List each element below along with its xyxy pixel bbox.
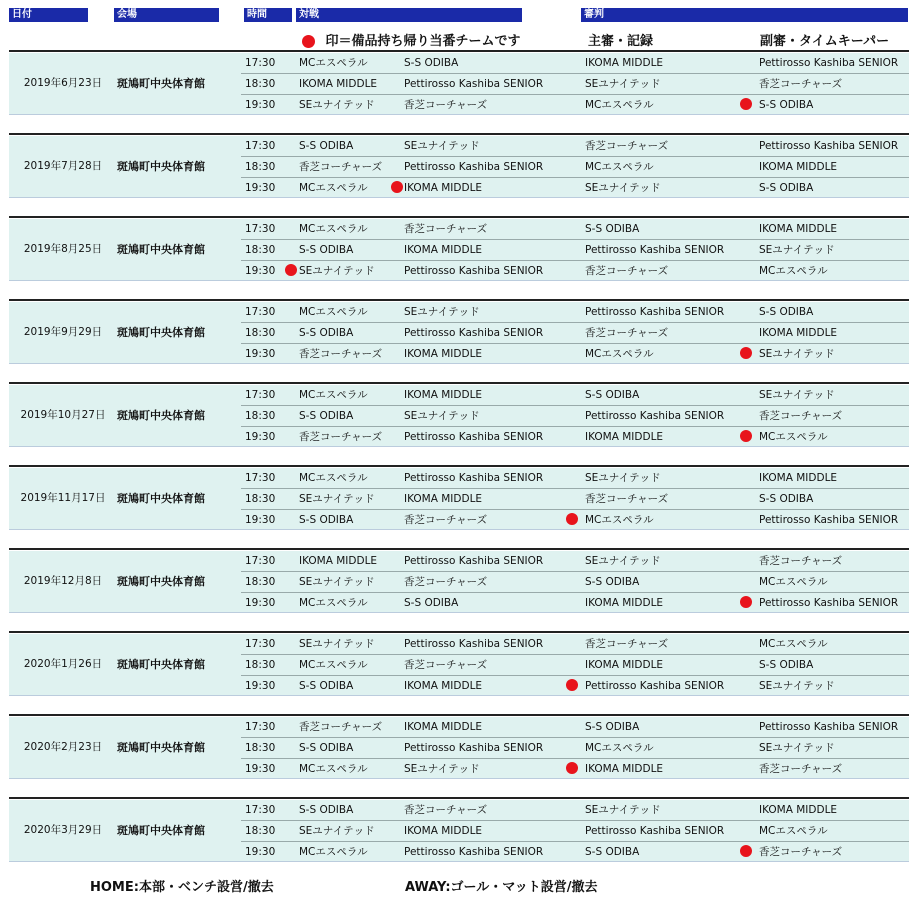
match-time: 18:30 bbox=[245, 78, 276, 90]
home-team: IKOMA MIDDLE bbox=[299, 555, 378, 567]
match-row bbox=[9, 323, 909, 343]
sub-referee-team: MCエスペラル bbox=[759, 638, 828, 650]
home-team: S-S ODIBA bbox=[299, 327, 354, 339]
away-team: IKOMA MIDDLE bbox=[404, 244, 483, 256]
red-dot-icon bbox=[302, 35, 315, 48]
match-row bbox=[9, 136, 909, 156]
match-time: 17:30 bbox=[245, 57, 276, 69]
equipment-duty-dot-icon bbox=[740, 347, 752, 359]
sub-referee-team: S-S ODIBA bbox=[759, 659, 814, 671]
sub-referee-team: 香芝コーチャーズ bbox=[759, 555, 843, 567]
match-date: 2020年3月29日 bbox=[23, 824, 103, 836]
main-referee-team: MCエスペラル bbox=[585, 99, 654, 111]
main-referee-team: S-S ODIBA bbox=[585, 846, 640, 858]
sub-referee-team: Pettirosso Kashiba SENIOR bbox=[759, 514, 899, 526]
away-team: IKOMA MIDDLE bbox=[404, 348, 483, 360]
sub-referee-team: IKOMA MIDDLE bbox=[759, 327, 838, 339]
home-team: S-S ODIBA bbox=[299, 244, 354, 256]
home-team: S-S ODIBA bbox=[299, 410, 354, 422]
venue-name: 斑鳩町中央体育館 bbox=[117, 741, 205, 754]
match-row bbox=[9, 53, 909, 73]
sub-referee-team: SEユナイテッド bbox=[759, 348, 835, 360]
home-team: S-S ODIBA bbox=[299, 514, 354, 526]
match-time: 18:30 bbox=[245, 410, 276, 422]
match-time: 19:30 bbox=[245, 763, 276, 775]
away-team: Pettirosso Kashiba SENIOR bbox=[404, 431, 544, 443]
match-row bbox=[9, 489, 909, 509]
equipment-duty-dot-icon bbox=[566, 762, 578, 774]
home-team: MCエスペラル bbox=[299, 389, 368, 401]
away-team: SEユナイテッド bbox=[404, 410, 480, 422]
venue-name: 斑鳩町中央体育館 bbox=[117, 658, 205, 671]
duty-note bbox=[302, 30, 521, 49]
divider bbox=[9, 216, 909, 218]
main-referee-team: IKOMA MIDDLE bbox=[585, 431, 664, 443]
main-referee-team: SEユナイテッド bbox=[585, 555, 661, 567]
match-row bbox=[9, 261, 909, 281]
match-date: 2019年11月17日 bbox=[20, 492, 106, 504]
sub-referee-team: SEユナイテッド bbox=[759, 389, 835, 401]
equipment-duty-dot-icon bbox=[391, 181, 403, 193]
main-referee-label: 主審・記録 bbox=[588, 34, 654, 49]
main-referee-team: IKOMA MIDDLE bbox=[585, 57, 664, 69]
match-date: 2019年10月27日 bbox=[20, 409, 106, 421]
home-team: S-S ODIBA bbox=[299, 140, 354, 152]
home-team: MCエスペラル bbox=[299, 472, 368, 484]
main-referee-team: SEユナイテッド bbox=[585, 472, 661, 484]
match-date: 2019年12月8日 bbox=[23, 575, 103, 587]
venue-name: 斑鳩町中央体育館 bbox=[117, 326, 205, 339]
home-team: SEユナイテッド bbox=[299, 638, 375, 650]
away-team: 香芝コーチャーズ bbox=[404, 99, 488, 111]
match-time: 18:30 bbox=[245, 161, 276, 173]
away-team: S-S ODIBA bbox=[404, 57, 459, 69]
date-block bbox=[9, 468, 909, 530]
sub-referee-team: MCエスペラル bbox=[759, 576, 828, 588]
date-block bbox=[9, 53, 909, 115]
match-row bbox=[9, 759, 909, 779]
main-referee-team: 香芝コーチャーズ bbox=[585, 638, 669, 650]
match-time: 19:30 bbox=[245, 846, 276, 858]
venue-name: 斑鳩町中央体育館 bbox=[117, 77, 205, 90]
match-time: 19:30 bbox=[245, 514, 276, 526]
main-referee-team: MCエスペラル bbox=[585, 514, 654, 526]
header-time: 時間 bbox=[244, 8, 292, 22]
main-referee-team: S-S ODIBA bbox=[585, 223, 640, 235]
sub-referee-team: 香芝コーチャーズ bbox=[759, 410, 843, 422]
divider bbox=[9, 631, 909, 633]
match-time: 19:30 bbox=[245, 431, 276, 443]
sub-referee-team: IKOMA MIDDLE bbox=[759, 223, 838, 235]
match-time: 17:30 bbox=[245, 140, 276, 152]
match-time: 18:30 bbox=[245, 659, 276, 671]
main-referee-team: S-S ODIBA bbox=[585, 721, 640, 733]
away-team: SEユナイテッド bbox=[404, 763, 480, 775]
match-date: 2019年9月29日 bbox=[23, 326, 103, 338]
sub-referee-team: IKOMA MIDDLE bbox=[759, 472, 838, 484]
sub-referee-team: Pettirosso Kashiba SENIOR bbox=[759, 597, 899, 609]
sub-referee-team: S-S ODIBA bbox=[759, 99, 814, 111]
date-block bbox=[9, 136, 909, 198]
match-time: 18:30 bbox=[245, 493, 276, 505]
match-time: 19:30 bbox=[245, 597, 276, 609]
match-date: 2020年1月26日 bbox=[23, 658, 103, 670]
match-row bbox=[9, 842, 909, 862]
main-referee-team: IKOMA MIDDLE bbox=[585, 659, 664, 671]
main-referee-team: 香芝コーチャーズ bbox=[585, 140, 669, 152]
match-row bbox=[9, 219, 909, 239]
main-referee-team: MCエスペラル bbox=[585, 742, 654, 754]
divider bbox=[9, 299, 909, 301]
match-time: 19:30 bbox=[245, 265, 276, 277]
match-row bbox=[9, 385, 909, 405]
divider bbox=[9, 382, 909, 384]
match-row bbox=[9, 406, 909, 426]
home-team: SEユナイテッド bbox=[299, 493, 375, 505]
match-time: 17:30 bbox=[245, 472, 276, 484]
main-referee-team: SEユナイテッド bbox=[585, 182, 661, 194]
equipment-duty-dot-icon bbox=[740, 98, 752, 110]
main-referee-team: Pettirosso Kashiba SENIOR bbox=[585, 410, 725, 422]
home-team: MCエスペラル bbox=[299, 846, 368, 858]
match-time: 18:30 bbox=[245, 244, 276, 256]
away-team: S-S ODIBA bbox=[404, 597, 459, 609]
sub-referee-team: S-S ODIBA bbox=[759, 493, 814, 505]
sub-referee-team: SEユナイテッド bbox=[759, 244, 835, 256]
home-team: MCエスペラル bbox=[299, 597, 368, 609]
date-block bbox=[9, 717, 909, 779]
away-team: 香芝コーチャーズ bbox=[404, 576, 488, 588]
away-team: Pettirosso Kashiba SENIOR bbox=[404, 638, 544, 650]
sub-referee-team: S-S ODIBA bbox=[759, 182, 814, 194]
sub-referee-team: Pettirosso Kashiba SENIOR bbox=[759, 57, 899, 69]
match-time: 17:30 bbox=[245, 638, 276, 650]
away-team: Pettirosso Kashiba SENIOR bbox=[404, 161, 544, 173]
match-row bbox=[9, 95, 909, 115]
home-team: 香芝コーチャーズ bbox=[299, 431, 383, 443]
match-time: 17:30 bbox=[245, 389, 276, 401]
home-team: 香芝コーチャーズ bbox=[299, 161, 383, 173]
away-team: Pettirosso Kashiba SENIOR bbox=[404, 78, 544, 90]
venue-name: 斑鳩町中央体育館 bbox=[117, 492, 205, 505]
match-date: 2019年7月28日 bbox=[23, 160, 103, 172]
match-time: 19:30 bbox=[245, 182, 276, 194]
match-row bbox=[9, 572, 909, 592]
match-date: 2020年2月23日 bbox=[23, 741, 103, 753]
home-team: S-S ODIBA bbox=[299, 804, 354, 816]
home-team: MCエスペラル bbox=[299, 57, 368, 69]
main-referee-team: 香芝コーチャーズ bbox=[585, 493, 669, 505]
match-date: 2019年6月23日 bbox=[23, 77, 103, 89]
away-team: IKOMA MIDDLE bbox=[404, 182, 483, 194]
home-team: SEユナイテッド bbox=[299, 576, 375, 588]
match-row bbox=[9, 800, 909, 820]
main-referee-team: Pettirosso Kashiba SENIOR bbox=[585, 825, 725, 837]
sub-referee-team: MCエスペラル bbox=[759, 265, 828, 277]
match-row bbox=[9, 655, 909, 675]
away-team: 香芝コーチャーズ bbox=[404, 659, 488, 671]
home-team: SEユナイテッド bbox=[299, 99, 375, 111]
match-row bbox=[9, 178, 909, 198]
footer-home-duty: HOME:本部・ベンチ設営/撤去 bbox=[90, 880, 274, 895]
main-referee-team: IKOMA MIDDLE bbox=[585, 597, 664, 609]
home-team: IKOMA MIDDLE bbox=[299, 78, 378, 90]
away-team: Pettirosso Kashiba SENIOR bbox=[404, 265, 544, 277]
equipment-duty-dot-icon bbox=[740, 845, 752, 857]
equipment-duty-dot-icon bbox=[566, 513, 578, 525]
away-team: SEユナイテッド bbox=[404, 140, 480, 152]
match-row bbox=[9, 676, 909, 696]
header-date: 日付 bbox=[9, 8, 88, 22]
date-block bbox=[9, 551, 909, 613]
main-referee-team: S-S ODIBA bbox=[585, 389, 640, 401]
venue-name: 斑鳩町中央体育館 bbox=[117, 243, 205, 256]
away-team: SEユナイテッド bbox=[404, 306, 480, 318]
match-time: 19:30 bbox=[245, 99, 276, 111]
sub-referee-team: 香芝コーチャーズ bbox=[759, 846, 843, 858]
equipment-duty-dot-icon bbox=[566, 679, 578, 691]
main-referee-team: Pettirosso Kashiba SENIOR bbox=[585, 306, 725, 318]
match-row bbox=[9, 738, 909, 758]
away-team: IKOMA MIDDLE bbox=[404, 680, 483, 692]
date-block bbox=[9, 634, 909, 696]
away-team: IKOMA MIDDLE bbox=[404, 825, 483, 837]
match-time: 17:30 bbox=[245, 804, 276, 816]
venue-name: 斑鳩町中央体育館 bbox=[117, 824, 205, 837]
away-team: IKOMA MIDDLE bbox=[404, 721, 483, 733]
match-time: 18:30 bbox=[245, 327, 276, 339]
match-row bbox=[9, 344, 909, 364]
home-team: S-S ODIBA bbox=[299, 680, 354, 692]
sub-referee-team: IKOMA MIDDLE bbox=[759, 161, 838, 173]
match-time: 19:30 bbox=[245, 680, 276, 692]
equipment-duty-dot-icon bbox=[740, 596, 752, 608]
main-referee-team: IKOMA MIDDLE bbox=[585, 763, 664, 775]
equipment-duty-dot-icon bbox=[285, 264, 297, 276]
home-team: SEユナイテッド bbox=[299, 265, 375, 277]
venue-name: 斑鳩町中央体育館 bbox=[117, 575, 205, 588]
match-row bbox=[9, 717, 909, 737]
sub-referee-team: IKOMA MIDDLE bbox=[759, 804, 838, 816]
main-referee-team: Pettirosso Kashiba SENIOR bbox=[585, 244, 725, 256]
sub-referee-team: 香芝コーチャーズ bbox=[759, 763, 843, 775]
sub-referee-team: SEユナイテッド bbox=[759, 742, 835, 754]
match-time: 18:30 bbox=[245, 576, 276, 588]
match-time: 17:30 bbox=[245, 306, 276, 318]
divider bbox=[9, 548, 909, 550]
divider bbox=[9, 50, 909, 52]
away-team: IKOMA MIDDLE bbox=[404, 493, 483, 505]
main-referee-team: MCエスペラル bbox=[585, 161, 654, 173]
away-team: Pettirosso Kashiba SENIOR bbox=[404, 742, 544, 754]
sub-referee-team: 香芝コーチャーズ bbox=[759, 78, 843, 90]
home-team: S-S ODIBA bbox=[299, 742, 354, 754]
match-time: 17:30 bbox=[245, 721, 276, 733]
divider bbox=[9, 797, 909, 799]
divider bbox=[9, 714, 909, 716]
footer-away-duty: AWAY:ゴール・マット設営/撤去 bbox=[405, 880, 598, 895]
header-referee: 審判 bbox=[581, 8, 908, 22]
match-row bbox=[9, 468, 909, 488]
venue-name: 斑鳩町中央体育館 bbox=[117, 409, 205, 422]
home-team: MCエスペラル bbox=[299, 182, 368, 194]
match-row bbox=[9, 427, 909, 447]
main-referee-team: MCエスペラル bbox=[585, 348, 654, 360]
match-row bbox=[9, 240, 909, 260]
away-team: 香芝コーチャーズ bbox=[404, 804, 488, 816]
sub-referee-team: S-S ODIBA bbox=[759, 306, 814, 318]
date-block bbox=[9, 219, 909, 281]
main-referee-team: S-S ODIBA bbox=[585, 576, 640, 588]
main-referee-team: Pettirosso Kashiba SENIOR bbox=[585, 680, 725, 692]
home-team: 香芝コーチャーズ bbox=[299, 348, 383, 360]
match-time: 18:30 bbox=[245, 742, 276, 754]
home-team: MCエスペラル bbox=[299, 659, 368, 671]
main-referee-team: 香芝コーチャーズ bbox=[585, 265, 669, 277]
header-venue: 会場 bbox=[114, 8, 219, 22]
sub-referee-team: Pettirosso Kashiba SENIOR bbox=[759, 140, 899, 152]
match-row bbox=[9, 821, 909, 841]
main-referee-team: 香芝コーチャーズ bbox=[585, 327, 669, 339]
match-row bbox=[9, 74, 909, 94]
main-referee-team: SEユナイテッド bbox=[585, 78, 661, 90]
sub-referee-team: Pettirosso Kashiba SENIOR bbox=[759, 721, 899, 733]
match-row bbox=[9, 593, 909, 613]
main-referee-team: SEユナイテッド bbox=[585, 804, 661, 816]
match-row bbox=[9, 634, 909, 654]
away-team: Pettirosso Kashiba SENIOR bbox=[404, 555, 544, 567]
sub-referee-team: MCエスペラル bbox=[759, 431, 828, 443]
home-team: MCエスペラル bbox=[299, 763, 368, 775]
match-time: 17:30 bbox=[245, 223, 276, 235]
equipment-duty-dot-icon bbox=[740, 430, 752, 442]
match-row bbox=[9, 551, 909, 571]
home-team: MCエスペラル bbox=[299, 223, 368, 235]
sub-referee-label: 副審・タイムキーパー bbox=[760, 34, 890, 49]
away-team: Pettirosso Kashiba SENIOR bbox=[404, 472, 544, 484]
match-time: 17:30 bbox=[245, 555, 276, 567]
match-row bbox=[9, 157, 909, 177]
sub-referee-team: MCエスペラル bbox=[759, 825, 828, 837]
away-team: 香芝コーチャーズ bbox=[404, 514, 488, 526]
date-block bbox=[9, 302, 909, 364]
away-team: IKOMA MIDDLE bbox=[404, 389, 483, 401]
sub-referee-team: SEユナイテッド bbox=[759, 680, 835, 692]
match-date: 2019年8月25日 bbox=[23, 243, 103, 255]
duty-note-text: 印＝備品持ち帰り当番チームです bbox=[325, 34, 521, 49]
date-block bbox=[9, 385, 909, 447]
away-team: Pettirosso Kashiba SENIOR bbox=[404, 327, 544, 339]
divider bbox=[9, 133, 909, 135]
match-time: 18:30 bbox=[245, 825, 276, 837]
match-row bbox=[9, 510, 909, 530]
match-time: 19:30 bbox=[245, 348, 276, 360]
date-block bbox=[9, 800, 909, 862]
header-match: 対戦 bbox=[296, 8, 522, 22]
home-team: 香芝コーチャーズ bbox=[299, 721, 383, 733]
home-team: SEユナイテッド bbox=[299, 825, 375, 837]
match-row bbox=[9, 302, 909, 322]
away-team: 香芝コーチャーズ bbox=[404, 223, 488, 235]
divider bbox=[9, 465, 909, 467]
away-team: Pettirosso Kashiba SENIOR bbox=[404, 846, 544, 858]
venue-name: 斑鳩町中央体育館 bbox=[117, 160, 205, 173]
home-team: MCエスペラル bbox=[299, 306, 368, 318]
